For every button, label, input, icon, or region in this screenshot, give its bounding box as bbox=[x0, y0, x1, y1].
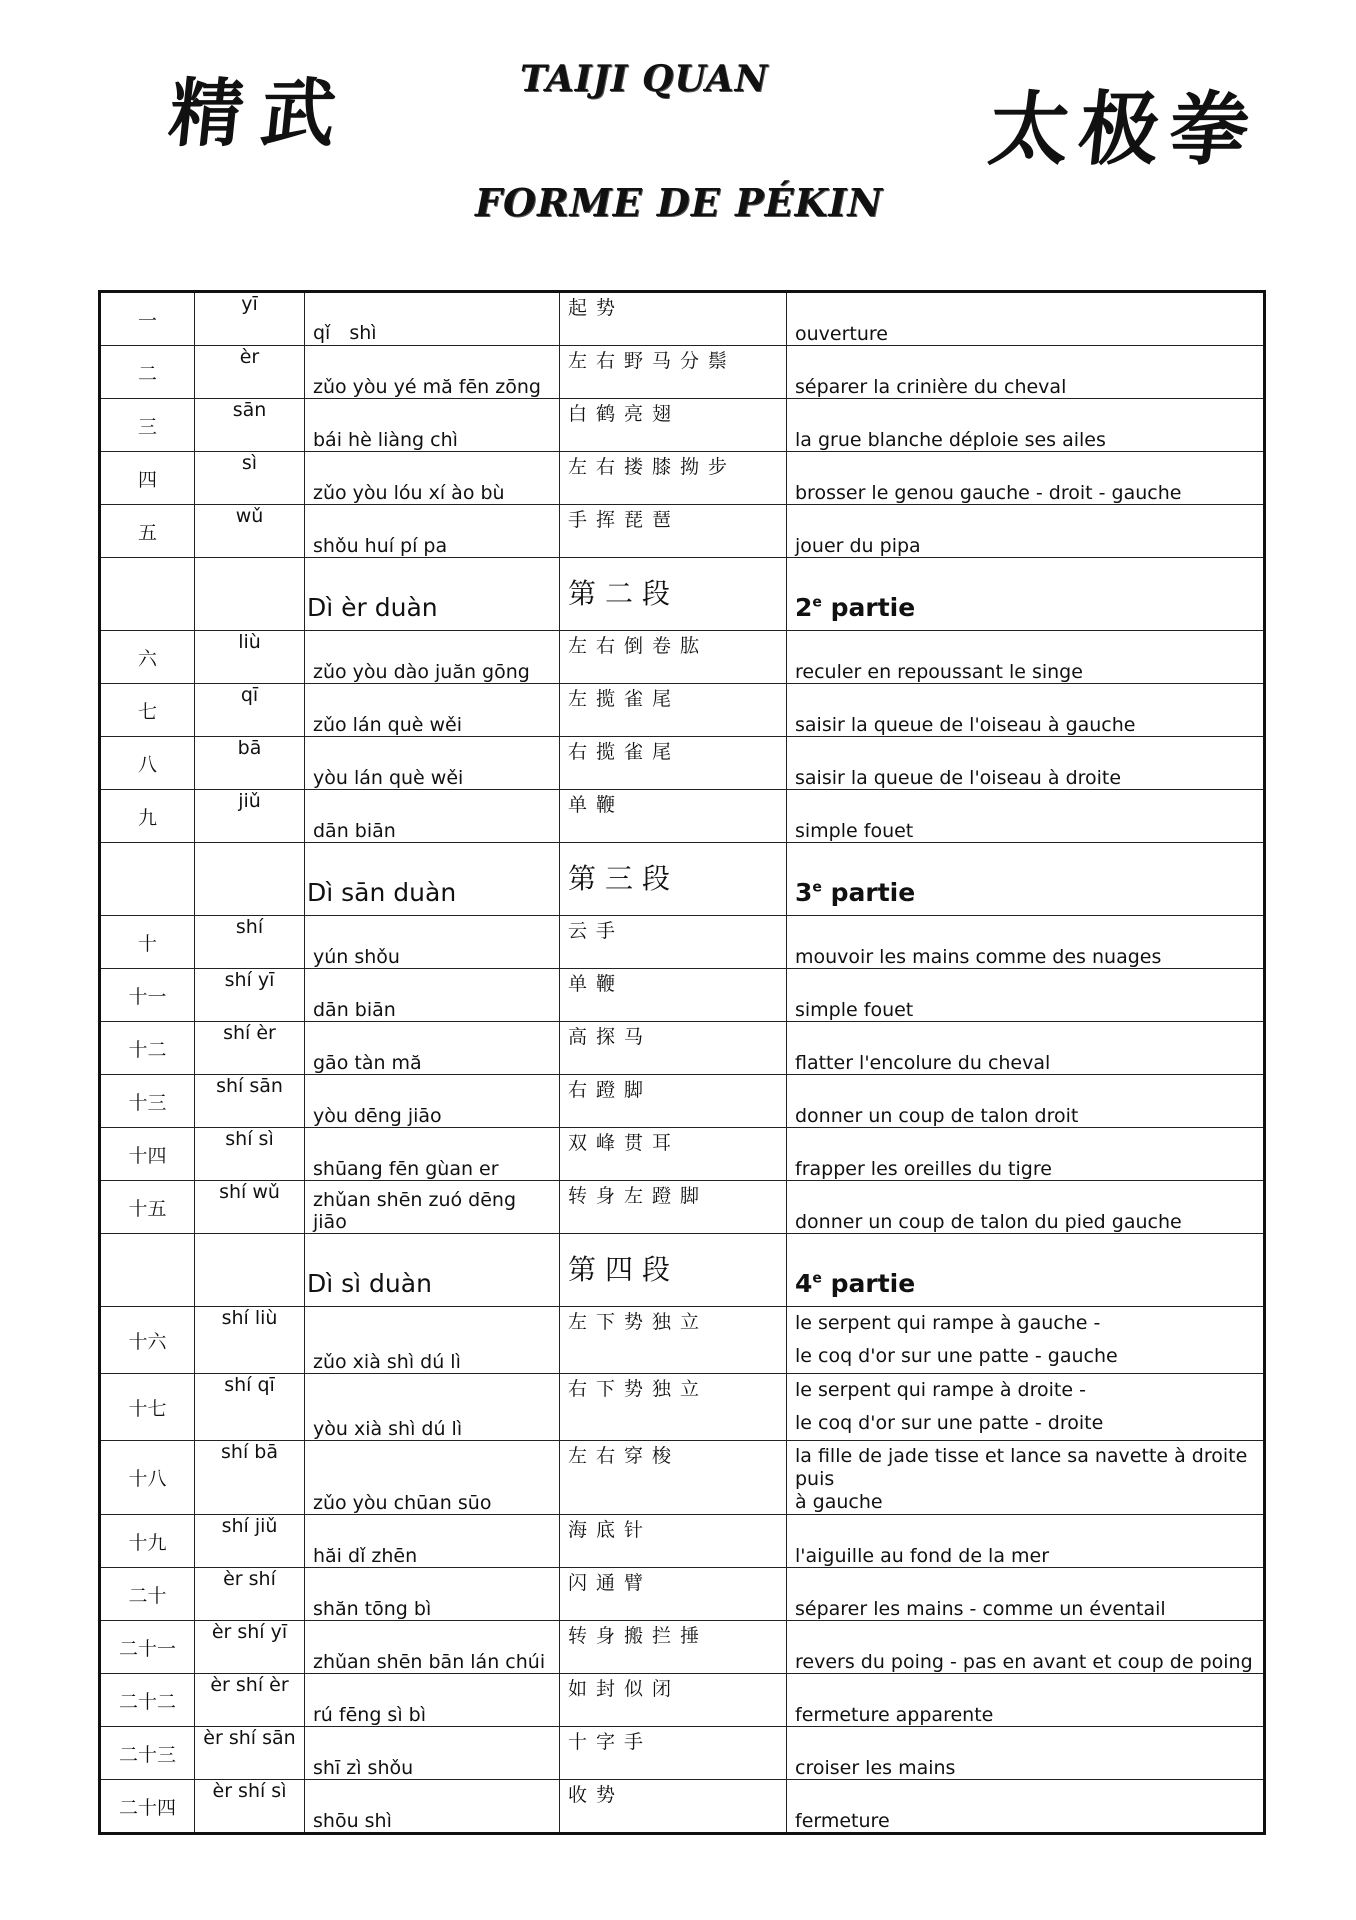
movement-number-cn: 七 bbox=[100, 684, 195, 737]
part-word: partie bbox=[821, 878, 916, 907]
movement-name-pinyin: yòu lán què wěi bbox=[305, 737, 560, 790]
movement-name-pinyin: dān biān bbox=[305, 969, 560, 1022]
movement-name-pinyin: zǔo yòu chūan sūo bbox=[305, 1441, 560, 1515]
movement-row bbox=[100, 1307, 1265, 1374]
movement-name-chinese: 转身搬拦捶 bbox=[560, 1621, 787, 1674]
movement-row bbox=[100, 1075, 1265, 1128]
section-part-label bbox=[787, 843, 1265, 916]
section-pinyin-num-cell bbox=[195, 1234, 305, 1307]
movement-row bbox=[100, 292, 1265, 346]
section-pinyin-num-cell bbox=[195, 558, 305, 631]
movement-number-cn: 十七 bbox=[100, 1374, 195, 1441]
movement-name-chinese: 转身左蹬脚 bbox=[560, 1181, 787, 1234]
movement-name-pinyin: zǔo lán què wěi bbox=[305, 684, 560, 737]
movement-name-pinyin: shī zì shǒu bbox=[305, 1727, 560, 1780]
section-part-label bbox=[787, 558, 1265, 631]
movement-name-chinese: 起势 bbox=[560, 292, 787, 346]
movement-french: revers du poing - pas en avant et coup de poing bbox=[787, 1621, 1265, 1674]
movement-name-pinyin: yún shǒu bbox=[305, 916, 560, 969]
movement-name-pinyin: rú fēng sì bì bbox=[305, 1674, 560, 1727]
movement-french bbox=[787, 1307, 1265, 1374]
movement-number-pinyin: shí jiǔ bbox=[195, 1515, 305, 1568]
movement-row bbox=[100, 1780, 1265, 1834]
movement-french: la grue blanche déploie ses ailes bbox=[787, 399, 1265, 452]
movement-number-cn: 十九 bbox=[100, 1515, 195, 1568]
movement-number-pinyin: èr bbox=[195, 346, 305, 399]
movement-name-pinyin: yòu dēng jiāo bbox=[305, 1075, 560, 1128]
movement-french: simple fouet bbox=[787, 969, 1265, 1022]
movement-french: donner un coup de talon droit bbox=[787, 1075, 1265, 1128]
movement-number-pinyin: shí sì bbox=[195, 1128, 305, 1181]
brand-calligraphy-right: 太极拳 bbox=[984, 82, 1265, 176]
brand-calligraphy-left: 精武 bbox=[164, 71, 358, 157]
movement-number-cn: 二 bbox=[100, 346, 195, 399]
section-num-cell bbox=[100, 843, 195, 916]
movement-french: saisir la queue de l'oiseau à gauche bbox=[787, 684, 1265, 737]
movement-name-chinese: 左右野马分鬃 bbox=[560, 346, 787, 399]
movement-name-chinese: 右下势独立 bbox=[560, 1374, 787, 1441]
movement-number-cn: 十一 bbox=[100, 969, 195, 1022]
movement-number-cn: 六 bbox=[100, 631, 195, 684]
movement-number-cn: 九 bbox=[100, 790, 195, 843]
french-line-2: le coq d'or sur une patte - gauche bbox=[795, 1345, 1118, 1367]
movement-name-chinese: 左右穿梭 bbox=[560, 1441, 787, 1515]
section-header-row bbox=[100, 843, 1265, 916]
movement-name-pinyin: zhǔan shēn zuó dēng jiāo bbox=[305, 1181, 560, 1234]
movement-french: fermeture apparente bbox=[787, 1674, 1265, 1727]
movement-number-pinyin: shí bā bbox=[195, 1441, 305, 1515]
movement-row bbox=[100, 916, 1265, 969]
movement-french: simple fouet bbox=[787, 790, 1265, 843]
movement-name-pinyin: dān biān bbox=[305, 790, 560, 843]
movement-french: reculer en repoussant le singe bbox=[787, 631, 1265, 684]
movement-name-chinese: 右揽雀尾 bbox=[560, 737, 787, 790]
movement-row bbox=[100, 684, 1265, 737]
movement-number-pinyin: sì bbox=[195, 452, 305, 505]
section-header-row bbox=[100, 558, 1265, 631]
movement-row bbox=[100, 969, 1265, 1022]
movement-number-pinyin: sān bbox=[195, 399, 305, 452]
movement-name-chinese: 左揽雀尾 bbox=[560, 684, 787, 737]
part-word: partie bbox=[821, 593, 916, 622]
part-word: partie bbox=[821, 1269, 916, 1298]
movement-row bbox=[100, 399, 1265, 452]
movement-french: croiser les mains bbox=[787, 1727, 1265, 1780]
movement-name-pinyin: zhǔan shēn bān lán chúi bbox=[305, 1621, 560, 1674]
section-chinese: 第二段 bbox=[560, 558, 787, 631]
movement-french: fermeture bbox=[787, 1780, 1265, 1834]
movement-number-cn: 二十二 bbox=[100, 1674, 195, 1727]
section-num-cell bbox=[100, 1234, 195, 1307]
movement-number-cn: 四 bbox=[100, 452, 195, 505]
movement-number-cn: 十四 bbox=[100, 1128, 195, 1181]
movement-row bbox=[100, 631, 1265, 684]
page-subtitle: FORME DE PÉKIN bbox=[475, 180, 884, 225]
section-pinyin: Dì sì duàn bbox=[305, 1234, 560, 1307]
movement-number-cn: 十五 bbox=[100, 1181, 195, 1234]
movement-french: saisir la queue de l'oiseau à droite bbox=[787, 737, 1265, 790]
movement-french: séparer la crinière du cheval bbox=[787, 346, 1265, 399]
movement-french: donner un coup de talon du pied gauche bbox=[787, 1181, 1265, 1234]
movement-row bbox=[100, 1621, 1265, 1674]
movement-french: ouverture bbox=[787, 292, 1265, 346]
movement-row bbox=[100, 1727, 1265, 1780]
movement-french: l'aiguille au fond de la mer bbox=[787, 1515, 1265, 1568]
movement-number-cn: 五 bbox=[100, 505, 195, 558]
movement-number-pinyin: èr shí èr bbox=[195, 1674, 305, 1727]
movement-number-pinyin: shí yī bbox=[195, 969, 305, 1022]
movement-row bbox=[100, 505, 1265, 558]
french-line-1: le serpent qui rampe à droite - bbox=[795, 1379, 1086, 1401]
movement-number-pinyin: èr shí sān bbox=[195, 1727, 305, 1780]
movement-number-pinyin: shí bbox=[195, 916, 305, 969]
movement-number-pinyin: bā bbox=[195, 737, 305, 790]
movement-row bbox=[100, 737, 1265, 790]
french-line-2: le coq d'or sur une patte - droite bbox=[795, 1412, 1104, 1434]
movement-name-chinese: 海底针 bbox=[560, 1515, 787, 1568]
section-pinyin: Dì èr duàn bbox=[305, 558, 560, 631]
movement-number-pinyin: èr shí yī bbox=[195, 1621, 305, 1674]
movement-french: mouvoir les mains comme des nuages bbox=[787, 916, 1265, 969]
movement-row bbox=[100, 346, 1265, 399]
section-pinyin-num-cell bbox=[195, 843, 305, 916]
movement-number-cn: 十三 bbox=[100, 1075, 195, 1128]
movement-name-chinese: 如封似闭 bbox=[560, 1674, 787, 1727]
movements-table bbox=[98, 290, 1266, 1835]
movement-name-chinese: 白鹤亮翅 bbox=[560, 399, 787, 452]
movement-number-cn: 十 bbox=[100, 916, 195, 969]
movement-name-pinyin: qǐ shì bbox=[305, 292, 560, 346]
movement-number-pinyin: wǔ bbox=[195, 505, 305, 558]
movement-name-chinese: 单鞭 bbox=[560, 790, 787, 843]
movement-number-cn: 八 bbox=[100, 737, 195, 790]
movement-french: flatter l'encolure du cheval bbox=[787, 1022, 1265, 1075]
page-title: TAIJI QUAN bbox=[520, 58, 769, 100]
french-line-1: la fille de jade tisse et lance sa navette à droite puis bbox=[795, 1445, 1248, 1490]
movement-number-pinyin: shí qī bbox=[195, 1374, 305, 1441]
movement-name-pinyin: zǔo xià shì dú lì bbox=[305, 1307, 560, 1374]
movement-name-pinyin: zǔo yòu lóu xí ào bù bbox=[305, 452, 560, 505]
movement-name-chinese: 左右倒卷肱 bbox=[560, 631, 787, 684]
section-chinese: 第四段 bbox=[560, 1234, 787, 1307]
movement-name-chinese: 左右搂膝拗步 bbox=[560, 452, 787, 505]
movement-number-pinyin: jiǔ bbox=[195, 790, 305, 843]
movement-row bbox=[100, 790, 1265, 843]
movement-number-cn: 二十四 bbox=[100, 1780, 195, 1834]
movement-number-cn: 一 bbox=[100, 292, 195, 346]
movement-number-pinyin: èr shí sì bbox=[195, 1780, 305, 1834]
movement-name-chinese: 收势 bbox=[560, 1780, 787, 1834]
movement-row bbox=[100, 1181, 1265, 1234]
section-header-row bbox=[100, 1234, 1265, 1307]
movement-french bbox=[787, 1374, 1265, 1441]
movement-number-cn: 十六 bbox=[100, 1307, 195, 1374]
movement-name-chinese: 单鞭 bbox=[560, 969, 787, 1022]
movement-french: séparer les mains - comme un éventail bbox=[787, 1568, 1265, 1621]
movement-row bbox=[100, 1515, 1265, 1568]
movement-name-pinyin: hăi dǐ zhēn bbox=[305, 1515, 560, 1568]
movement-number-pinyin: shí wǔ bbox=[195, 1181, 305, 1234]
part-ordinal: e bbox=[812, 1270, 822, 1287]
french-line-2: à gauche bbox=[795, 1491, 883, 1513]
movement-number-cn: 十二 bbox=[100, 1022, 195, 1075]
movement-number-pinyin: shí èr bbox=[195, 1022, 305, 1075]
movement-row bbox=[100, 1441, 1265, 1515]
movement-number-pinyin: yī bbox=[195, 292, 305, 346]
movement-name-pinyin: gāo tàn mă bbox=[305, 1022, 560, 1075]
movement-name-pinyin: bái hè liàng chì bbox=[305, 399, 560, 452]
movement-name-pinyin: shōu shì bbox=[305, 1780, 560, 1834]
movement-name-chinese: 手挥琵琶 bbox=[560, 505, 787, 558]
movement-name-chinese: 闪通臂 bbox=[560, 1568, 787, 1621]
movement-name-pinyin: shūang fēn gùan er bbox=[305, 1128, 560, 1181]
part-ordinal: e bbox=[812, 879, 822, 896]
section-part-label bbox=[787, 1234, 1265, 1307]
movement-french: brosser le genou gauche - droit - gauche bbox=[787, 452, 1265, 505]
part-number: 3 bbox=[795, 878, 813, 907]
movement-row bbox=[100, 1022, 1265, 1075]
part-number: 2 bbox=[795, 593, 813, 622]
movement-number-pinyin: shí liù bbox=[195, 1307, 305, 1374]
movement-name-chinese: 左下势独立 bbox=[560, 1307, 787, 1374]
movement-row bbox=[100, 1128, 1265, 1181]
movement-french bbox=[787, 1441, 1265, 1515]
movement-name-chinese: 双峰贯耳 bbox=[560, 1128, 787, 1181]
movement-name-pinyin: shăn tōng bì bbox=[305, 1568, 560, 1621]
movement-name-chinese: 云手 bbox=[560, 916, 787, 969]
movement-name-chinese: 十字手 bbox=[560, 1727, 787, 1780]
section-pinyin: Dì sān duàn bbox=[305, 843, 560, 916]
section-chinese: 第三段 bbox=[560, 843, 787, 916]
movement-number-cn: 二十一 bbox=[100, 1621, 195, 1674]
movement-number-cn: 三 bbox=[100, 399, 195, 452]
movement-row bbox=[100, 1674, 1265, 1727]
movement-number-cn: 十八 bbox=[100, 1441, 195, 1515]
movement-row bbox=[100, 1568, 1265, 1621]
movement-number-pinyin: liù bbox=[195, 631, 305, 684]
part-number: 4 bbox=[795, 1269, 813, 1298]
movement-number-pinyin: èr shí bbox=[195, 1568, 305, 1621]
movement-name-pinyin: zǔo yòu dào juăn gōng bbox=[305, 631, 560, 684]
movement-number-cn: 二十三 bbox=[100, 1727, 195, 1780]
movement-name-chinese: 高探马 bbox=[560, 1022, 787, 1075]
movement-name-pinyin: yòu xià shì dú lì bbox=[305, 1374, 560, 1441]
section-num-cell bbox=[100, 558, 195, 631]
movement-row bbox=[100, 452, 1265, 505]
movement-french: frapper les oreilles du tigre bbox=[787, 1128, 1265, 1181]
movement-number-pinyin: qī bbox=[195, 684, 305, 737]
movement-number-pinyin: shí sān bbox=[195, 1075, 305, 1128]
part-ordinal: e bbox=[812, 594, 822, 611]
movement-name-chinese: 右蹬脚 bbox=[560, 1075, 787, 1128]
movement-number-cn: 二十 bbox=[100, 1568, 195, 1621]
french-line-1: le serpent qui rampe à gauche - bbox=[795, 1312, 1101, 1334]
movement-row bbox=[100, 1374, 1265, 1441]
movement-name-pinyin: zǔo yòu yé mă fēn zōng bbox=[305, 346, 560, 399]
movement-french: jouer du pipa bbox=[787, 505, 1265, 558]
movement-name-pinyin: shǒu huí pí pa bbox=[305, 505, 560, 558]
